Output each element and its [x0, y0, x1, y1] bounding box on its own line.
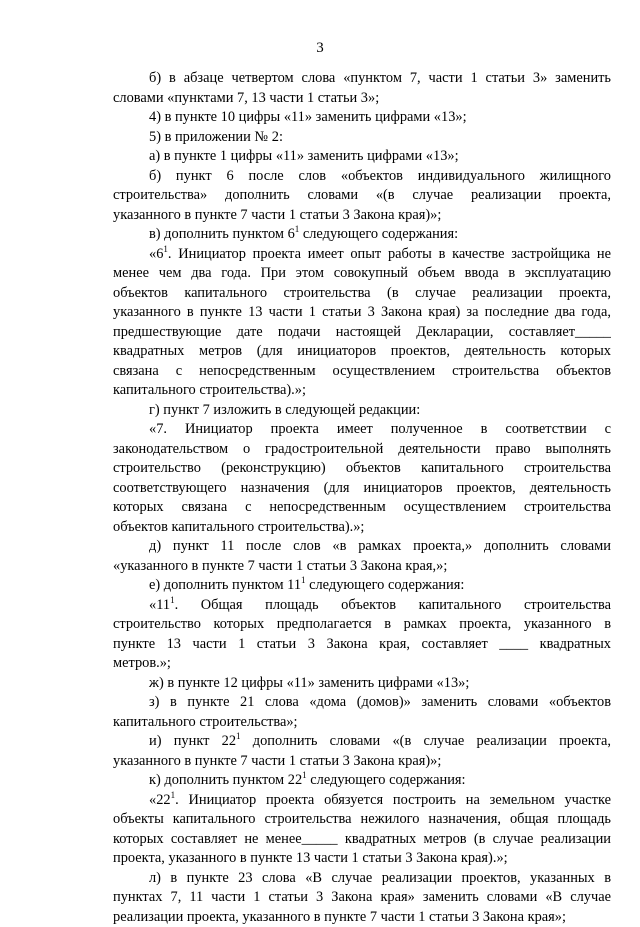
text-segment: з) в пункте 21 слова «дома (домов)» заменить словами «объектов [149, 694, 611, 710]
text-segment: строительство которых предполагается в рамках проекта, указанного в [113, 616, 611, 632]
text-segment: следующего содержания: [307, 772, 466, 788]
text-segment: к) дополнить пунктом 22 [149, 772, 302, 788]
text-line [113, 713, 611, 733]
text-segment: указанного в пункте 13 части 1 статьи 3 Закона края) за последние два года, [113, 304, 611, 320]
text-segment: соответствующего назначения (для инициаторов проектов, деятельность [113, 480, 611, 496]
text-line [113, 674, 611, 694]
text-line [113, 128, 611, 148]
text-segment: указанного в пункте 7 части 1 статьи 3 Закона края)»; [113, 207, 441, 223]
text-segment: «6 [149, 246, 163, 262]
text-segment: дополнить словами «(в случае реализации проекта, [241, 733, 611, 749]
text-segment: ж) в пункте 12 цифры «11» заменить цифрами «13»; [149, 675, 469, 691]
text-segment: строительства» дополнить словами «(в случае реализации проекта, [113, 187, 611, 203]
text-line [113, 342, 611, 362]
text-line [113, 284, 611, 304]
text-segment: и) пункт 22 [149, 733, 236, 749]
text-line [113, 576, 611, 596]
text-line [113, 830, 611, 850]
text-segment: 4) в пункте 10 цифры «11» заменить цифрами «13»; [149, 109, 467, 125]
text-line [113, 693, 611, 713]
text-line [113, 771, 611, 791]
text-segment: объекты капитального строительства нежилого назначения, общая площадь [113, 811, 611, 827]
text-line [113, 147, 611, 167]
text-segment: менее чем два года. При этом совокупный объем ввода в эксплуатацию [113, 265, 611, 281]
text-line [113, 498, 611, 518]
text-segment: 5) в приложении № 2: [149, 129, 283, 145]
text-segment: объектов капитального строительства (в случае реализации проекта, [113, 285, 611, 301]
text-line [113, 518, 611, 538]
text-segment: метров.»; [113, 655, 171, 671]
text-line [113, 791, 611, 811]
text-segment: капитального строительства).»; [113, 382, 306, 398]
text-segment: б) пункт 6 после слов «объектов индивидуального жилищного [149, 168, 611, 184]
text-segment: б) в абзаце четвертом слова «пунктом 7, части 1 статьи 3» заменить [149, 70, 611, 86]
text-line [113, 167, 611, 187]
text-line [113, 420, 611, 440]
superscript: 1 [171, 791, 176, 800]
text-line [113, 362, 611, 382]
text-segment: словами «пунктами 7, 13 части 1 статьи 3»; [113, 90, 379, 106]
text-line [113, 89, 611, 109]
text-line [113, 596, 611, 616]
text-line [113, 810, 611, 830]
text-line [113, 225, 611, 245]
superscript: 1 [301, 575, 306, 585]
text-line [113, 206, 611, 226]
text-segment: которых составляет не менее_____ квадратных метров (в случае реализации [113, 831, 611, 847]
superscript: 1 [163, 245, 168, 254]
text-line [113, 635, 611, 655]
text-line [113, 869, 611, 889]
text-line [113, 732, 611, 752]
text-line [113, 323, 611, 343]
text-segment: строительство (реконструкцию) объектов капитального строительства [113, 460, 611, 476]
text-segment: законодательством о градостроительной деятельности право выполнять [113, 441, 611, 457]
text-segment: реализации проекта, указанного в пункте 7 части 1 статьи 3 Закона края»; [113, 909, 566, 925]
text-line [113, 479, 611, 499]
text-line [113, 752, 611, 772]
text-segment: л) в пункте 23 слова «В случае реализации проектов, указанных в [149, 870, 611, 886]
text-segment: «11 [149, 597, 170, 613]
text-segment: «22 [149, 792, 171, 808]
text-line [113, 440, 611, 460]
text-segment: проекта, указанного в пункте 13 части 1 статьи 3 Закона края).»; [113, 850, 508, 866]
text-line [113, 303, 611, 323]
text-segment: д) пункт 11 после слов «в рамках проекта,» дополнить словами [149, 538, 611, 554]
text-segment: . Общая площадь объектов капитального строительства [175, 597, 611, 613]
text-segment: которых связана с непосредственным осуществлением строительства [113, 499, 611, 515]
text-segment: капитального строительства»; [113, 714, 298, 730]
text-segment: . Инициатор проекта обязуется построить на земельном участке [175, 792, 611, 808]
text-line [113, 537, 611, 557]
text-line [113, 557, 611, 577]
text-segment: г) пункт 7 изложить в следующей редакции: [149, 402, 420, 418]
text-segment: квадратных метров (для инициаторов проектов, деятельность которых [113, 343, 611, 359]
text-segment: объектов капитального строительства).»; [113, 519, 364, 535]
superscript: 1 [302, 770, 307, 780]
superscript: 1 [236, 732, 241, 741]
text-line [113, 615, 611, 635]
text-line [113, 401, 611, 421]
text-line [113, 264, 611, 284]
text-line [113, 245, 611, 265]
text-segment: «7. Инициатор проекта имеет полученное в соответствии с [149, 421, 611, 437]
text-line [113, 654, 611, 674]
superscript: 1 [170, 596, 175, 605]
text-segment: указанного в пункте 7 части 1 статьи 3 Закона края)»; [113, 753, 441, 769]
text-segment: связана с непосредственным осуществлением строительства объектов [113, 363, 611, 379]
text-line [113, 908, 611, 927]
text-segment: следующего содержания: [306, 577, 465, 593]
page-number: 3 [0, 40, 640, 57]
text-segment: е) дополнить пунктом 11 [149, 577, 301, 593]
text-line [113, 459, 611, 479]
text-line [113, 381, 611, 401]
document-body [113, 69, 611, 927]
text-segment: . Инициатор проекта имеет опыт работы в качестве застройщика не [168, 246, 611, 262]
text-segment: в) дополнить пунктом 6 [149, 226, 295, 242]
text-segment: а) в пункте 1 цифры «11» заменить цифрами «13»; [149, 148, 459, 164]
text-segment: предшествующие дате подачи настоящей Декларации, составляет_____ [113, 324, 611, 340]
text-segment: пунктах 7, 11 части 1 статьи 3 Закона края» заменить словами «В случае [113, 889, 611, 905]
text-line [113, 108, 611, 128]
text-segment: «указанного в пункте 7 части 1 статьи 3 Закона края,»; [113, 558, 447, 574]
superscript: 1 [295, 224, 300, 234]
text-line [113, 186, 611, 206]
text-line [113, 849, 611, 869]
text-segment: следующего содержания: [299, 226, 458, 242]
text-segment: пункте 13 части 1 статьи 3 Закона края, составляет ____ квадратных [113, 636, 611, 652]
text-line [113, 69, 611, 89]
